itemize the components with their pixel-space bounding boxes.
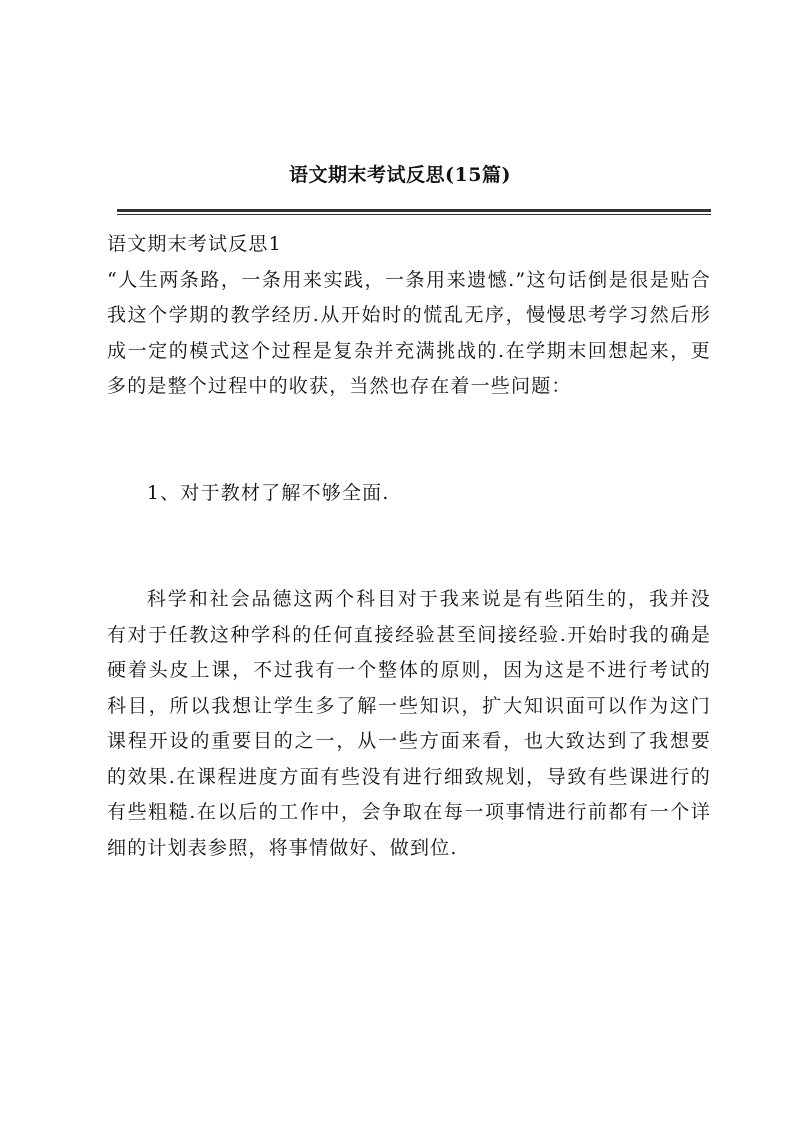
paragraph-spacer bbox=[107, 405, 711, 476]
title-divider-thick bbox=[117, 209, 711, 212]
section-heading: 语文期末考试反思1 bbox=[107, 233, 282, 255]
paragraph-intro: “人生两条路，一条用来实践，一条用来遗憾.”这句话倒是很是贴合我这个学期的教学经历.从开始时的慌乱无序，慢慢思考学习然后形成一定的模式这个过程是复杂并充满挑战的.在学期末回想起来，更多的是整个过程中的收获，当然也存在着一些问题： bbox=[107, 268, 711, 397]
paragraph-body: 科学和社会品德这两个科目对于我来说是有些陌生的，我并没有对于任教这种学科的任何直接经验甚至间接经验.开始时我的确是硬着头皮上课，不过我有一个整体的原则，因为这是不进行考试的科目，所以我想让学生多了解一些知识，扩大知识面可以作为这门课程开设的重要目的之一，从一些方面来看，也大致达到了我想要的效果.在课程进度方面有些没有进行细致规划，导致有些课进行的有些粗糙.在以后的工作中，会争取在每一项事情进行前都有一个详细的计划表参照，将事情做好、做到位. bbox=[107, 588, 711, 859]
list-item-1: 1、对于教材了解不够全面. bbox=[146, 481, 390, 504]
document-body bbox=[107, 227, 711, 866]
title-divider-thin bbox=[117, 214, 711, 215]
document-title: 语文期末考试反思(15篇) bbox=[289, 164, 511, 186]
paragraph-spacer bbox=[107, 511, 711, 582]
